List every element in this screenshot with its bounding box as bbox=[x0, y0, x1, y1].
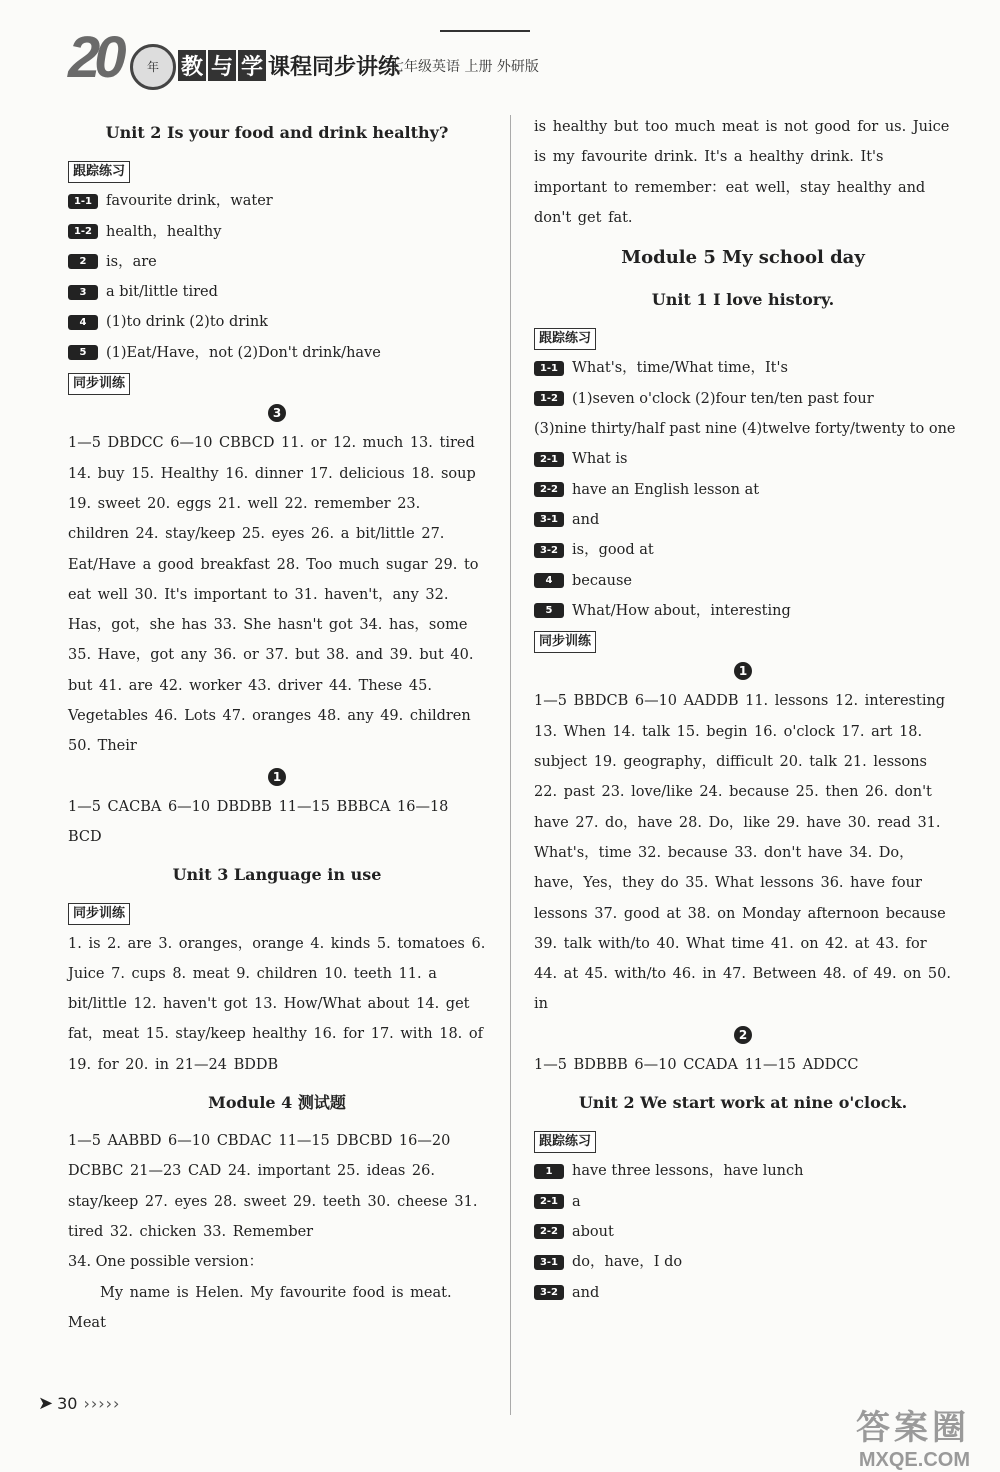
track-item bbox=[68, 186, 486, 216]
arrow-right-icon: ➤ bbox=[38, 1393, 54, 1414]
track-item bbox=[68, 338, 486, 368]
item-number-badge: 1-2 bbox=[68, 224, 98, 239]
item-number-badge: 3-1 bbox=[534, 1255, 564, 1270]
item-number-badge: 1 bbox=[534, 1164, 564, 1179]
book-subtitle: 七年级英语 上册 外研版 bbox=[390, 59, 539, 75]
track-item bbox=[534, 1187, 952, 1217]
track-item bbox=[68, 307, 486, 337]
answers-module4: 1—5 AABBD 6—10 CBDAC 11—15 DBCBD 16—20 DCBBC 21—23 CAD 24. important 25. ideas 26. stay/keep 27. eyes 28. sweet 29. teeth 30. cheese 31. tired 32. chicken 33. Remember bbox=[68, 1133, 478, 1240]
track-item bbox=[534, 384, 952, 414]
item-34: 34. One possible version： bbox=[68, 1254, 264, 1271]
tag-sync-training: 同步训练 bbox=[534, 631, 596, 653]
item-number-badge: 2-2 bbox=[534, 1224, 564, 1239]
page-header bbox=[60, 20, 960, 90]
section-number-icon: 1 bbox=[734, 662, 752, 680]
track-item-text: and bbox=[572, 511, 600, 528]
unit3-title: Unit 3 Language in use bbox=[172, 865, 382, 885]
tag-track-practice: 跟踪练习 bbox=[534, 328, 596, 350]
page-footer bbox=[38, 1393, 120, 1414]
track-item-text: What is bbox=[572, 451, 628, 468]
section-number bbox=[534, 1020, 952, 1050]
item-number-badge: 1-2 bbox=[534, 391, 564, 406]
item-number-badge: 4 bbox=[534, 573, 564, 588]
tag-sync-training: 同步训练 bbox=[68, 373, 130, 395]
right-column bbox=[534, 110, 956, 1308]
tag-track-practice: 跟踪练习 bbox=[534, 1131, 596, 1153]
module5-title: Module 5 My school day bbox=[621, 247, 865, 269]
track-item bbox=[534, 1278, 952, 1308]
track-item bbox=[534, 1217, 952, 1247]
track-item-text: have an English lesson at bbox=[572, 481, 760, 498]
item-number-badge: 2-2 bbox=[534, 482, 564, 497]
answers-section-1: 1—5 CACBA 6—10 DBDBB 11—15 BBBCA 16—18 BCD bbox=[68, 798, 449, 845]
header-rule bbox=[440, 30, 530, 32]
track-item bbox=[534, 475, 952, 505]
track-item-text: health，healthy bbox=[106, 223, 222, 240]
track-item bbox=[534, 535, 952, 565]
track-item-text: What/How about，interesting bbox=[572, 602, 791, 619]
track-item bbox=[534, 353, 952, 383]
essay-continued: is healthy but too much meat is not good for us. Juice is my favourite drink. It's a healthy drink. It's important to remember：eat well，stay healthy and don't get fat. bbox=[534, 119, 950, 226]
logo-circle-icon: 年 bbox=[130, 44, 176, 90]
item-number-badge: 5 bbox=[68, 345, 98, 360]
chevrons-icon: ››››› bbox=[83, 1394, 121, 1413]
item-number-badge: 3-2 bbox=[534, 1285, 564, 1300]
item-number-badge: 3 bbox=[68, 285, 98, 300]
track-item bbox=[534, 505, 952, 535]
left-column bbox=[68, 110, 486, 1338]
watermark-url: MXQE.COM bbox=[858, 1449, 970, 1471]
section-number bbox=[68, 762, 486, 792]
track-list bbox=[68, 186, 486, 368]
track-list bbox=[534, 353, 952, 414]
item-number-badge: 1-1 bbox=[534, 361, 564, 376]
column-divider bbox=[510, 115, 511, 1415]
item-number-badge: 3-2 bbox=[534, 543, 564, 558]
item-number-badge: 2-1 bbox=[534, 1194, 564, 1209]
track-item-text: and bbox=[572, 1284, 600, 1301]
track-item-text: (1)Eat/Have，not (2)Don't drink/have bbox=[106, 344, 381, 361]
logo-number: 20 bbox=[68, 25, 121, 90]
essay-start: My name is Helen. My favourite food is meat. Meat bbox=[68, 1284, 452, 1331]
watermark bbox=[856, 1400, 970, 1472]
track-item-text: have three lessons，have lunch bbox=[572, 1163, 804, 1180]
track-item bbox=[534, 596, 952, 626]
module4-test-title: Module 4 测试题 bbox=[208, 1093, 346, 1113]
brand-rest: 课程同步讲练 bbox=[268, 55, 401, 80]
track-item-text: a bit/little tired bbox=[106, 284, 218, 301]
track-item bbox=[68, 247, 486, 277]
tag-sync-training: 同步训练 bbox=[68, 903, 130, 925]
section-number bbox=[534, 656, 952, 686]
track-item-text: because bbox=[572, 572, 632, 589]
page-number: 30 bbox=[57, 1394, 78, 1413]
item-number-badge: 2 bbox=[68, 254, 98, 269]
track-item bbox=[534, 444, 952, 474]
answers-unit3: 1. is 2. are 3. oranges，orange 4. kinds 5. tomatoes 6. Juice 7. cups 8. meat 9. children 10. teeth 11. a bit/little 12. haven't got 13. How/What about 14. get fat，meat 15. stay/keep healthy 16. for 17. with 18. of 19. for 20. in 21—24 BDDB bbox=[68, 935, 486, 1073]
section-number-icon: 2 bbox=[734, 1026, 752, 1044]
section-number-icon: 3 bbox=[268, 404, 286, 422]
track-item bbox=[534, 566, 952, 596]
unit2-title: Unit 2 Is your food and drink healthy? bbox=[105, 123, 449, 142]
track-list bbox=[534, 1156, 952, 1307]
track-item-text: is，are bbox=[106, 253, 157, 270]
item-number-badge: 4 bbox=[68, 315, 98, 330]
brand-box-1: 教 bbox=[178, 50, 206, 81]
track-item bbox=[534, 1247, 952, 1277]
track-item bbox=[68, 277, 486, 307]
item-number-badge: 1-1 bbox=[68, 194, 98, 209]
answers-section-1: 1—5 BBDCB 6—10 AADDB 11. lessons 12. interesting 13. When 14. talk 15. begin 16. o'clock 17. art 18. subject 19. geography，difficult 20. talk 21. lessons 22. past 23. love/like 24. because 25. then 26. don't have 27. do，have 28. Do，like 29. have 30. read 31. What's，time 32. because 33. don't have 34. Do，have，Yes，they do 35. What lessons 36. have four lessons 37. good at 38. on Monday afternoon because 39. talk with/to 40. What time 41. on 42. at 43. for 44. at 45. with/to 46. in 47. Between 48. of 49. on 50. in bbox=[534, 693, 951, 1013]
track-item-text: a bbox=[572, 1193, 581, 1210]
track-item-text: is，good at bbox=[572, 542, 654, 559]
item-number-badge: 5 bbox=[534, 603, 564, 618]
watermark-logo: 答案圈 bbox=[856, 1409, 970, 1447]
brand-title bbox=[178, 50, 400, 81]
track-item-text: (1)seven o'clock (2)four ten/ten past four bbox=[572, 390, 874, 407]
unit1-title: Unit 1 I love history. bbox=[651, 290, 835, 310]
item-number-badge: 3-1 bbox=[534, 512, 564, 527]
track-item-text: favourite drink，water bbox=[106, 193, 273, 210]
answers-section-2: 1—5 BDBBB 6—10 CCADA 11—15 ADDCC bbox=[534, 1056, 859, 1073]
track-item-text: do，have，I do bbox=[572, 1254, 683, 1271]
brand-box-2: 学 bbox=[238, 50, 266, 81]
item-number-badge: 2-1 bbox=[534, 452, 564, 467]
unit2-title: Unit 2 We start work at nine o'clock. bbox=[578, 1093, 908, 1113]
track-wrap-line: (3)nine thirty/half past nine (4)twelve forty/twenty to one bbox=[534, 421, 956, 438]
track-item-text: What's，time/What time，It's bbox=[572, 360, 788, 377]
brand-box-mid: 与 bbox=[208, 50, 236, 81]
section-number-icon: 1 bbox=[268, 768, 286, 786]
track-list bbox=[534, 444, 952, 626]
section-number bbox=[68, 398, 486, 428]
track-item-text: about bbox=[572, 1223, 614, 1240]
track-item-text: (1)to drink (2)to drink bbox=[106, 314, 268, 331]
tag-track-practice: 跟踪练习 bbox=[68, 161, 130, 183]
answers-section-3: 1—5 DBDCC 6—10 CBBCD 11. or 12. much 13. tired 14. buy 15. Healthy 16. dinner 17. delicious 18. soup 19. sweet 20. eggs 21. well 22. remember 23. children 24. stay/keep 25. eyes 26. a bit/little 27. Eat/Have a good breakfast 28. Too much sugar 29. to eat well 30. It's important to 31. haven't，any 32. Has，got，she has 33. She hasn't got 34. has，some 35. Have，got any 36. or 37. but 38. and 39. but 40. but 41. are 42. worker 43. driver 44. These 45. Vegetables 46. Lots 47. oranges 48. any 49. children 50. Their bbox=[68, 435, 479, 755]
track-item bbox=[68, 217, 486, 247]
track-item bbox=[534, 1156, 952, 1186]
